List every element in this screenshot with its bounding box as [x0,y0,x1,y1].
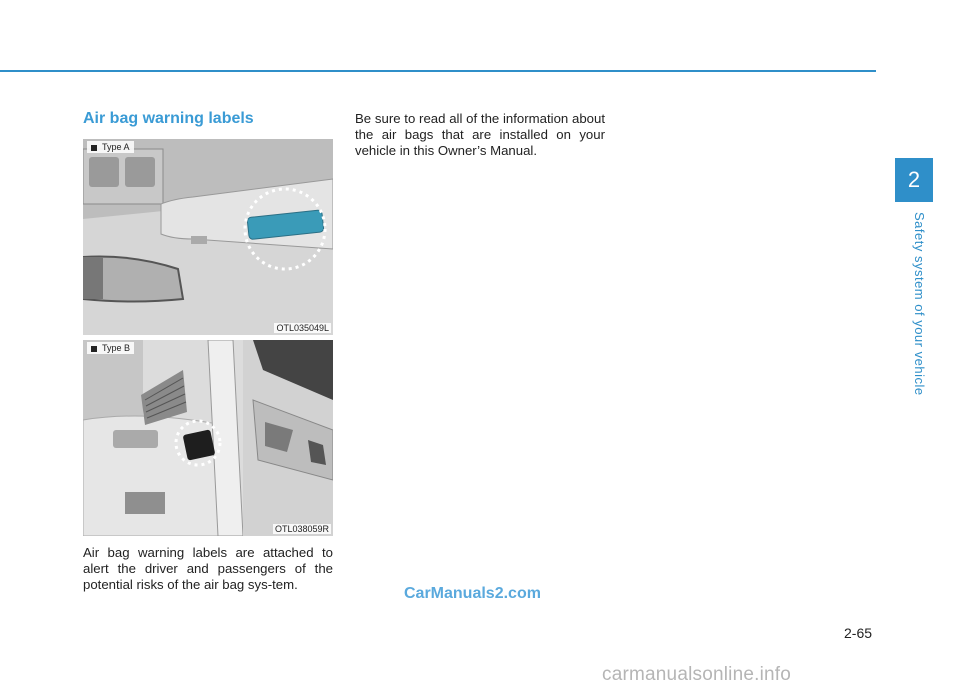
type-b-label-text: Type B [102,343,131,353]
header-rule [0,70,876,72]
section-heading: Air bag warning labels [83,110,254,127]
paragraph-right: Be sure to read all of the information about the air bags that are installed on your vehicle in this Owner’s Manual. [355,111,605,158]
figure-type-b [83,340,333,536]
paragraph-left: Air bag warning labels are attached to alert the driver and passengers of the potential risks of the air bag sys-tem. [83,545,333,592]
figure-type-a [83,139,333,335]
figure-code-b: OTL038059R [274,524,329,534]
figure-code-a: OTL035049L [276,323,329,333]
sun-visor-illustration [83,139,333,335]
dashboard-side-illustration [83,340,333,536]
type-a-label-text: Type A [102,142,130,152]
chapter-number: 2 [907,167,921,192]
chapter-title: Safety system of your vehicle [912,212,927,396]
page-number: 2-65 [844,625,873,641]
watermark-carmanuals2[interactable]: CarManuals2.com [404,585,541,602]
chapter-number-tab [895,158,933,202]
type-a-label [87,141,134,153]
square-bullet-icon [91,346,97,352]
square-bullet-icon [91,145,97,151]
watermark-carmanualsonline[interactable]: carmanualsonline.info [602,664,792,685]
type-b-label [87,342,134,354]
